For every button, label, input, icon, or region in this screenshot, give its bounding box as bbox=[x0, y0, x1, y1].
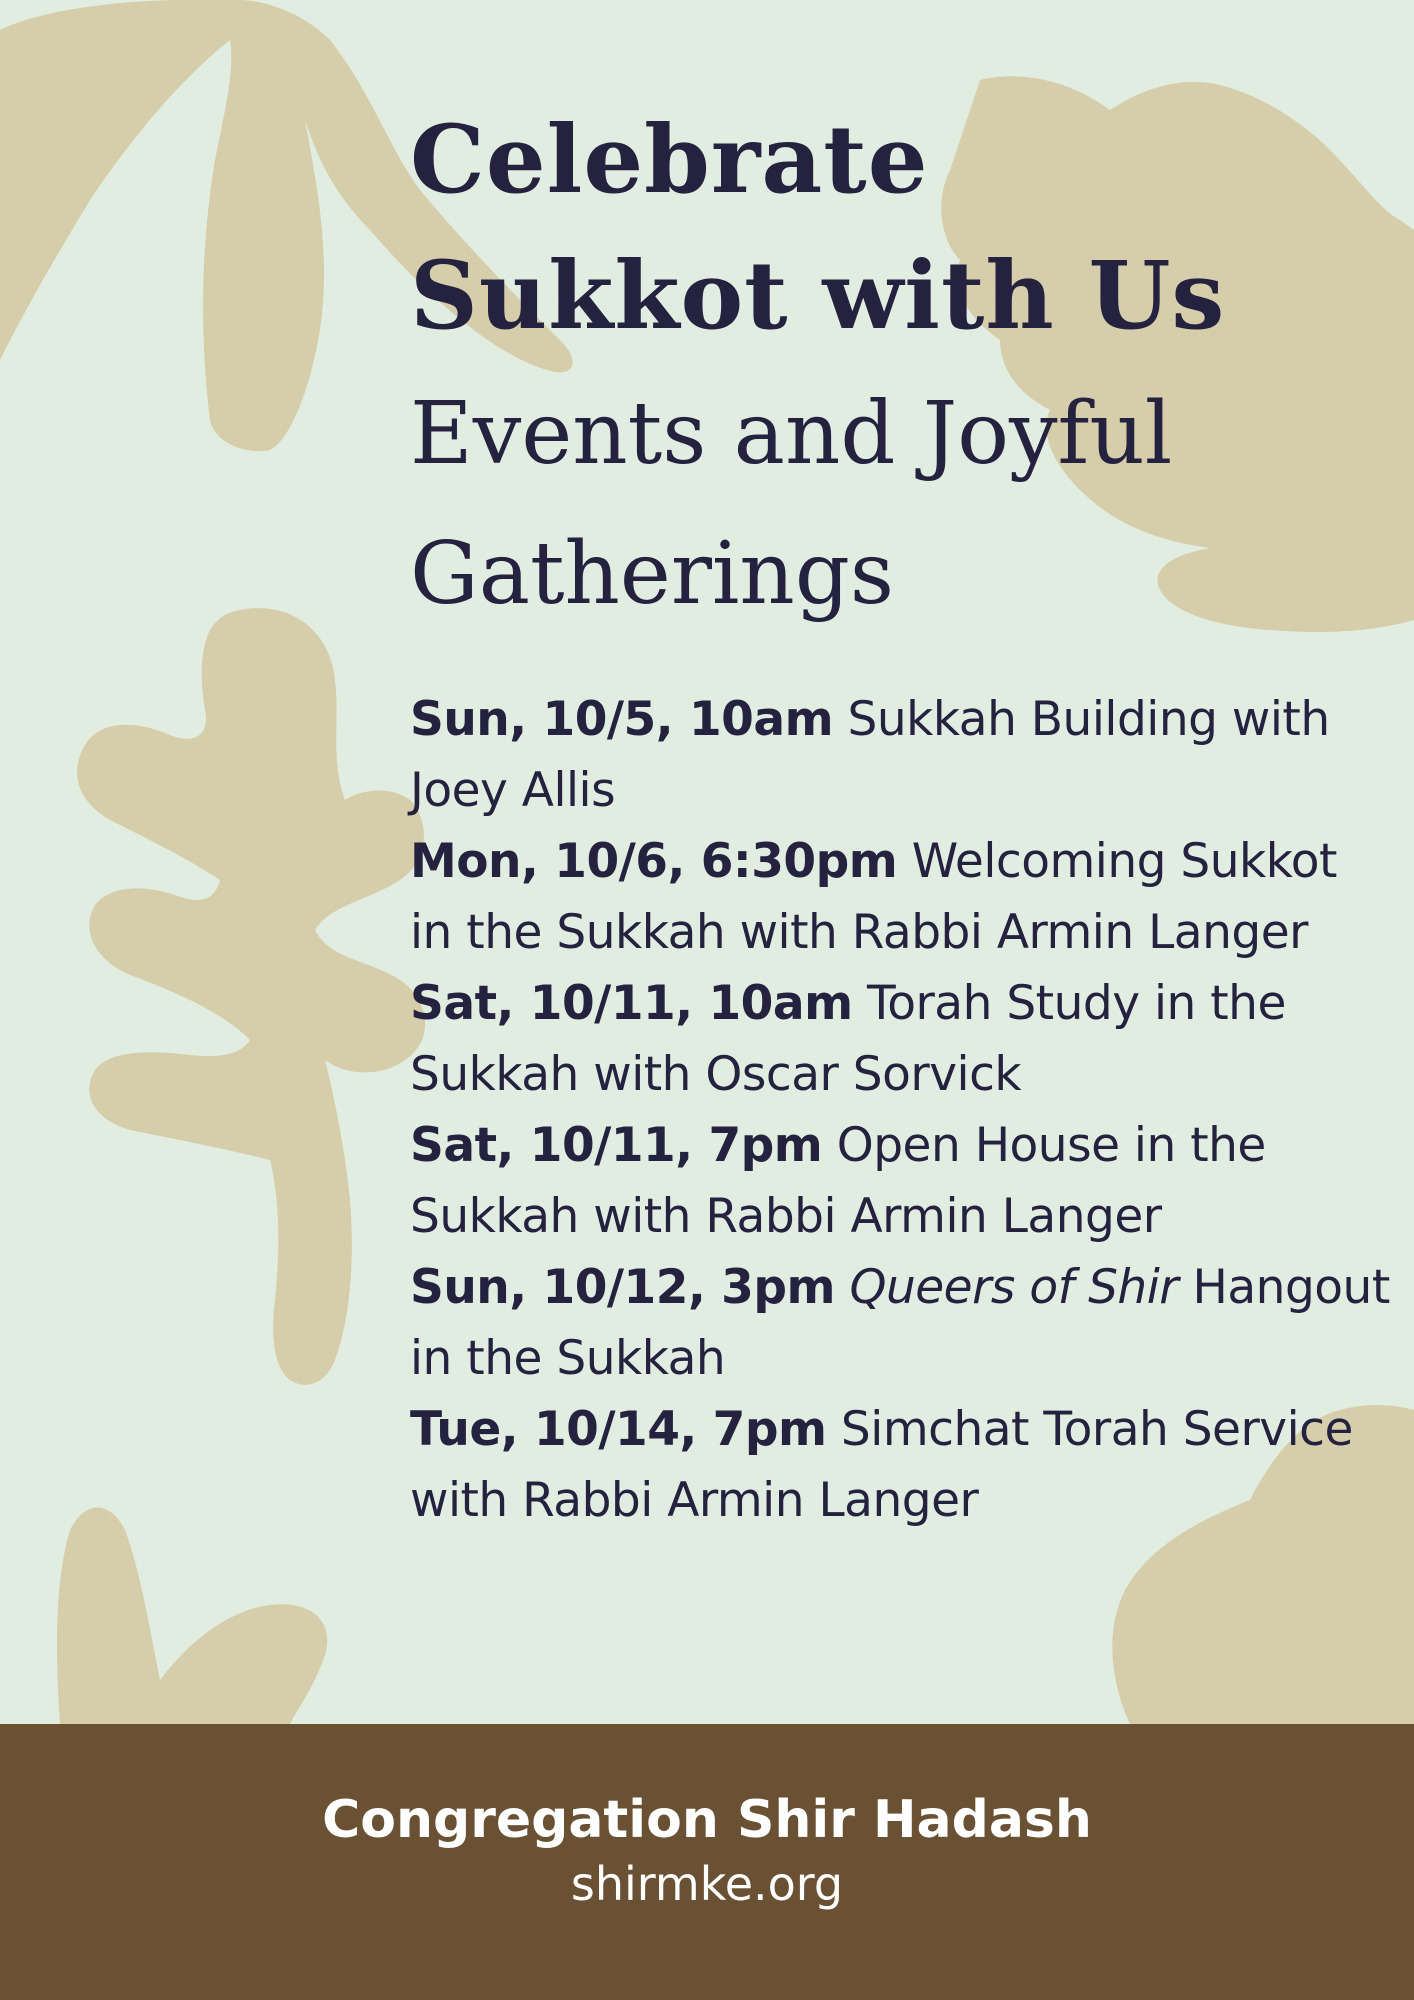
footer-banner bbox=[0, 1724, 1414, 2000]
event-item bbox=[410, 684, 1390, 826]
event-datetime: Sun, 10/5, 10am bbox=[410, 692, 834, 747]
congregation-name: Congregation Shir Hadash bbox=[322, 1790, 1092, 1850]
event-item bbox=[410, 968, 1390, 1110]
title-line-2: Sukkot with Us bbox=[410, 241, 1226, 351]
event-item bbox=[410, 1110, 1390, 1252]
event-description: Simchat Torah Service with Rabbi Armin Langer bbox=[410, 1402, 1353, 1528]
event-description: Welcoming Sukkot in the Sukkah with Rabbi Armin Langer bbox=[410, 834, 1337, 960]
event-item bbox=[410, 1394, 1390, 1536]
event-title-italic: Queers of Shir bbox=[849, 1260, 1179, 1315]
website-link[interactable]: shirmke.org bbox=[570, 1857, 844, 1911]
title-line-1: Celebrate bbox=[410, 105, 929, 215]
event-datetime: Tue, 10/14, 7pm bbox=[410, 1402, 827, 1457]
bottom-left-leaf-shape bbox=[57, 1508, 327, 1725]
title-block bbox=[410, 92, 1370, 644]
event-description: Hangout in the Sukkah bbox=[410, 1260, 1390, 1386]
event-datetime: Sun, 10/12, 3pm bbox=[410, 1260, 836, 1315]
event-item bbox=[410, 826, 1390, 968]
subtitle-line-1: Events and Joyful bbox=[410, 384, 1173, 484]
middle-left-leaf-shape bbox=[77, 608, 425, 1385]
event-list bbox=[410, 684, 1390, 1536]
event-description: Torah Study in the Sukkah with Oscar Sorvick bbox=[410, 976, 1286, 1102]
subtitle-line-2: Gatherings bbox=[410, 524, 895, 624]
event-item bbox=[410, 1252, 1390, 1394]
event-description: Open House in the Sukkah with Rabbi Armin Langer bbox=[410, 1118, 1266, 1244]
event-datetime: Mon, 10/6, 6:30pm bbox=[410, 834, 898, 889]
event-datetime: Sat, 10/11, 7pm bbox=[410, 1118, 823, 1173]
event-datetime: Sat, 10/11, 10am bbox=[410, 976, 853, 1031]
event-description: Sukkah Building with Joey Allis bbox=[410, 692, 1330, 818]
